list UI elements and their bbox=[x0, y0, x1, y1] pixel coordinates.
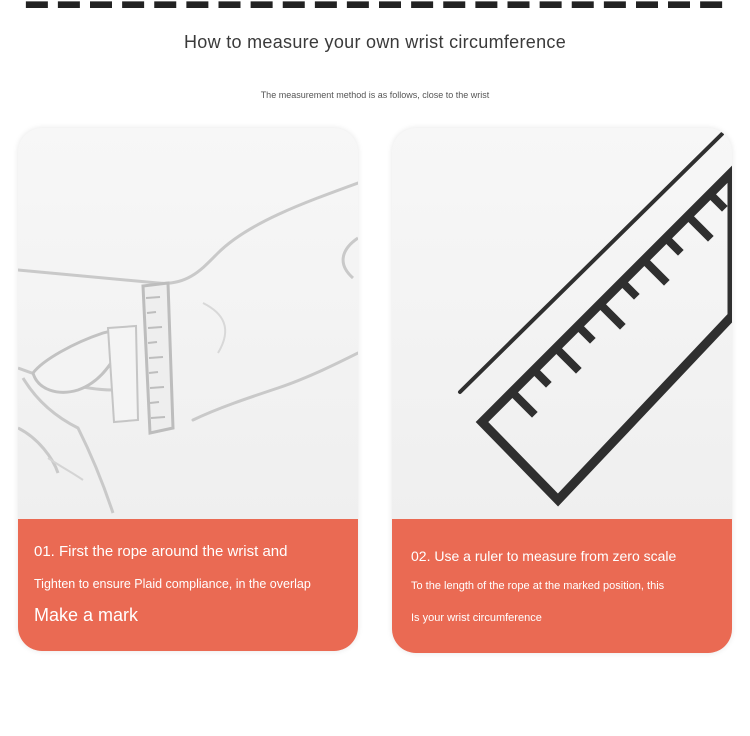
page-title: How to measure your own wrist circumference bbox=[183, 32, 567, 52]
step-1-heading: 01. First the rope around the wrist and bbox=[34, 543, 288, 560]
step-card-2 bbox=[392, 128, 732, 653]
step-1-line-3: Make a mark bbox=[34, 605, 139, 625]
step-2-line-2: To the length of the rope at the marked position, this bbox=[411, 580, 665, 592]
page-subtitle: The measurement method is as follows, close to the wrist bbox=[260, 90, 490, 100]
hand-measure-illustration bbox=[18, 128, 358, 520]
ruler-illustration bbox=[392, 128, 732, 520]
step-1-line-2: Tighten to ensure Plaid compliance, in the overlap bbox=[34, 577, 311, 591]
ruler-icon bbox=[392, 128, 732, 520]
step-2-line-3: Is your wrist circumference bbox=[411, 612, 542, 624]
step-2-text-panel bbox=[392, 519, 732, 653]
step-2-heading: 02. Use a ruler to measure from zero scale bbox=[411, 548, 677, 564]
step-1-text-panel bbox=[18, 519, 358, 651]
step-card-1 bbox=[18, 128, 358, 651]
top-cropped-heading: ▬ ▬ ▬ ▬ ▬ ▬ ▬ ▬ ▬ ▬ ▬ ▬ ▬ ▬ ▬ ▬ ▬ ▬ ▬ ▬ ▬ ▬ bbox=[25, 0, 725, 13]
wrist-tape-icon bbox=[18, 128, 358, 520]
